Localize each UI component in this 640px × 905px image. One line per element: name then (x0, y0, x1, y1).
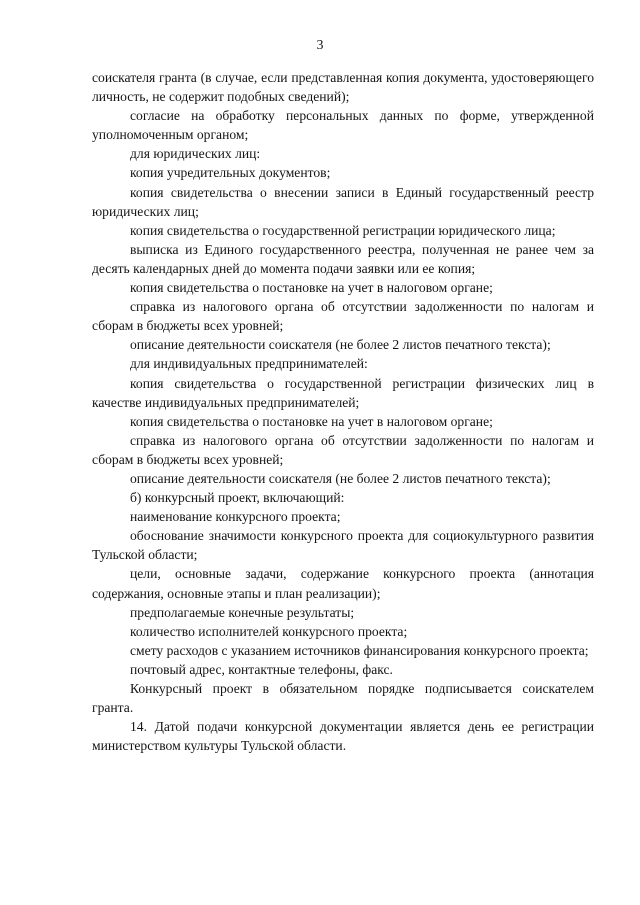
paragraph-8: копия свидетельства о постановке на учет в налоговом органе; (130, 280, 493, 296)
paragraph-25: 14. Датой подачи конкурсной документации является день ее регистрации министерством культуры Тульской области. (92, 719, 594, 754)
paragraph-21: количество исполнителей конкурсного проекта; (130, 623, 408, 639)
paragraph-20: предполагаемые конечные результаты; (130, 604, 355, 620)
paragraph-6: копия свидетельства о государственной регистрации юридического лица; (130, 222, 556, 238)
paragraph-5: копия свидетельства о внесении записи в Единый государственный реестр юридических лиц; (92, 184, 594, 219)
paragraph-12: копия свидетельства о государственной регистрации физических лиц в качестве индивидуальных предпринимателей; (92, 375, 594, 410)
paragraph-14: справка из налогового органа об отсутствии задолженности по налогам и сборам в бюджеты всех уровней; (92, 432, 594, 467)
paragraph-24: Конкурсный проект в обязательном порядке подписывается соискателем гранта. (92, 681, 594, 716)
paragraph-3: для юридических лиц: (130, 146, 261, 162)
paragraph-2: согласие на обработку персональных данных по форме, утвержденной уполномоченным органом; (92, 108, 594, 143)
paragraph-16: б) конкурсный проект, включающий: (130, 490, 345, 506)
paragraph-10: описание деятельности соискателя (не более 2 листов печатного текста); (130, 337, 551, 353)
paragraph-17: наименование конкурсного проекта; (130, 509, 341, 525)
paragraph-9: справка из налогового органа об отсутствии задолженности по налогам и сборам в бюджеты всех уровней; (92, 299, 594, 334)
paragraph-7: выписка из Единого государственного реестра, полученная не ранее чем за десять календарных дней до момента подачи заявки или ее копия; (92, 241, 594, 276)
paragraph-4: копия учредительных документов; (130, 165, 331, 181)
paragraph-23: почтовый адрес, контактные телефоны, факс. (130, 661, 393, 677)
paragraph-22: смету расходов с указанием источников финансирования конкурсного проекта; (130, 642, 589, 658)
paragraph-1: соискателя гранта (в случае, если представленная копия документа, удостоверяющего личность, не содержит подобных сведений); (92, 70, 594, 105)
paragraph-18: обоснование значимости конкурсного проекта для социокультурного развития Тульской области; (92, 528, 594, 563)
paragraph-13: копия свидетельства о постановке на учет в налоговом органе; (130, 413, 493, 429)
page-number: 3 (316, 38, 324, 53)
paragraph-19: цели, основные задачи, содержание конкурсного проекта (аннотация содержания, основные этапы и план реализации); (92, 566, 594, 601)
document-body (92, 68, 594, 755)
paragraph-15: описание деятельности соискателя (не более 2 листов печатного текста); (130, 470, 551, 486)
paragraph-11: для индивидуальных предпринимателей: (130, 356, 368, 372)
